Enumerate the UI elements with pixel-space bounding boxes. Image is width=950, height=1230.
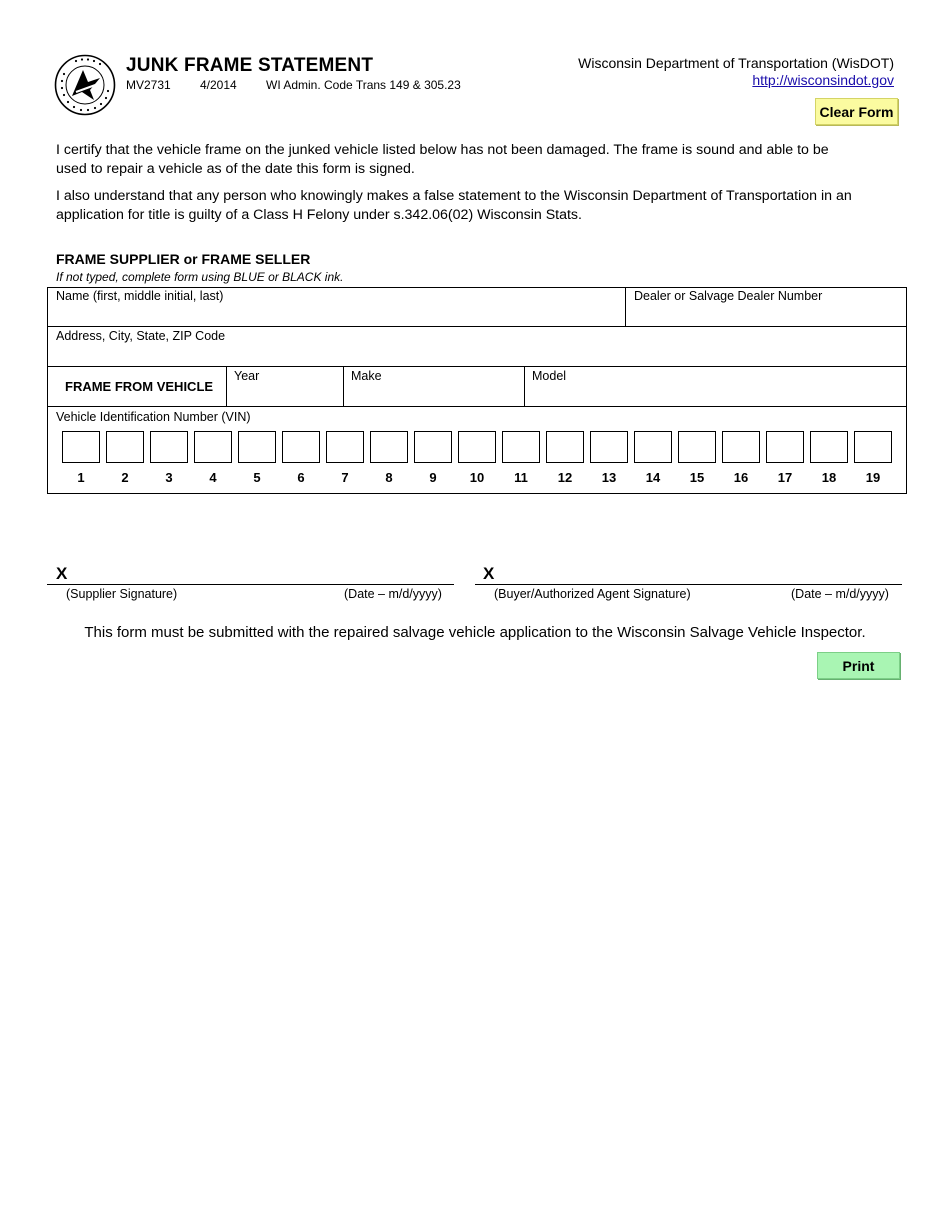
supplier-signature-line — [47, 584, 454, 585]
frame-from-vehicle-label: FRAME FROM VEHICLE — [65, 379, 214, 394]
row-divider — [47, 326, 907, 327]
buyer-date-label: (Date – m/d/yyyy) — [791, 587, 889, 601]
vin-position-number: 3 — [165, 470, 173, 485]
form-number: MV2731 — [126, 78, 171, 92]
vin-character-box[interactable] — [854, 431, 892, 463]
row-divider — [47, 406, 907, 407]
supplier-section-title: FRAME SUPPLIER or FRAME SELLER — [56, 251, 311, 267]
supplier-signature-label: (Supplier Signature) — [66, 587, 178, 601]
buyer-signature-field[interactable] — [507, 563, 897, 583]
vin-position-number: 19 — [865, 470, 881, 485]
col-divider — [343, 366, 344, 406]
vin-character-box[interactable] — [502, 431, 540, 463]
address-field[interactable] — [56, 346, 901, 364]
vin-character-box[interactable] — [370, 431, 408, 463]
dealer-number-label: Dealer or Salvage Dealer Number — [634, 289, 823, 303]
year-field[interactable] — [234, 386, 338, 404]
vin-character-box[interactable] — [590, 431, 628, 463]
vin-label: Vehicle Identification Number (VIN) — [56, 410, 251, 424]
vin-position-number: 8 — [385, 470, 393, 485]
form-authority: WI Admin. Code Trans 149 & 305.23 — [266, 78, 461, 92]
dealer-number-field[interactable] — [634, 306, 899, 324]
year-label: Year — [234, 369, 260, 383]
vin-position-number: 5 — [253, 470, 261, 485]
vin-position-number: 14 — [645, 470, 661, 485]
supplier-date-label: (Date – m/d/yyyy) — [344, 587, 442, 601]
vin-character-box[interactable] — [414, 431, 452, 463]
vin-character-box[interactable] — [634, 431, 672, 463]
vin-character-box[interactable] — [722, 431, 760, 463]
clear-form-button[interactable]: Clear Form — [815, 98, 898, 125]
vin-character-box[interactable] — [106, 431, 144, 463]
vin-position-number: 10 — [469, 470, 485, 485]
vin-position-number: 1 — [77, 470, 85, 485]
vin-character-box[interactable] — [326, 431, 364, 463]
agency-website-link[interactable]: http://wisconsindot.gov — [752, 72, 894, 88]
vin-position-number: 12 — [557, 470, 573, 485]
buyer-signature-line — [475, 584, 902, 585]
vin-position-number: 6 — [297, 470, 305, 485]
vin-position-number: 15 — [689, 470, 705, 485]
vin-position-number: 11 — [514, 470, 528, 485]
name-label: Name (first, middle initial, last) — [56, 289, 224, 303]
vin-character-box[interactable] — [766, 431, 804, 463]
vin-position-number: 17 — [777, 470, 793, 485]
vin-position-number: 7 — [341, 470, 349, 485]
certify-statement: I certify that the vehicle frame on the junked vehicle listed below has not been damaged. The frame is sound and able to be used to repair a vehicle as of the date this form is signed. — [56, 142, 829, 177]
ink-note: If not typed, complete form using BLUE or BLACK ink. — [56, 270, 344, 284]
agency-name: Wisconsin Department of Transportation (WisDOT) — [578, 55, 894, 71]
vin-character-box[interactable] — [810, 431, 848, 463]
name-field[interactable] — [56, 306, 616, 324]
vin-position-number: 2 — [121, 470, 129, 485]
buyer-signature-mark: X — [483, 564, 495, 583]
address-label: Address, City, State, ZIP Code — [56, 329, 226, 343]
vin-character-box[interactable] — [194, 431, 232, 463]
supplier-signature-field[interactable] — [80, 563, 450, 583]
model-label: Model — [532, 369, 567, 383]
col-divider — [524, 366, 525, 406]
form-revision: 4/2014 — [200, 78, 237, 92]
vin-character-box[interactable] — [458, 431, 496, 463]
col-divider — [226, 366, 227, 406]
vin-position-number: 16 — [733, 470, 749, 485]
vin-character-box[interactable] — [62, 431, 100, 463]
false-statement-warning: I also understand that any person who knowingly makes a false statement to the Wisconsin Department of Transportation in an application for title is guilty of a Class H Felony under s.342.06(02) Wisconsin Stats. — [56, 188, 852, 223]
vin-character-box[interactable] — [282, 431, 320, 463]
model-field[interactable] — [532, 386, 900, 404]
vin-position-number: 13 — [601, 470, 617, 485]
form-title: JUNK FRAME STATEMENT — [126, 55, 374, 76]
vin-character-box[interactable] — [678, 431, 716, 463]
vin-position-number: 18 — [821, 470, 837, 485]
make-label: Make — [351, 369, 382, 383]
vin-position-number: 4 — [209, 470, 217, 485]
supplier-signature-mark: X — [56, 564, 68, 583]
col-divider — [625, 287, 626, 326]
vin-character-box[interactable] — [546, 431, 584, 463]
vin-character-box[interactable] — [150, 431, 188, 463]
print-button[interactable]: Print — [817, 652, 900, 679]
vin-position-number: 9 — [429, 470, 437, 485]
vin-character-box[interactable] — [238, 431, 276, 463]
make-field[interactable] — [351, 386, 519, 404]
buyer-signature-label: (Buyer/Authorized Agent Signature) — [494, 587, 691, 601]
wisdot-seal-icon — [54, 54, 116, 116]
row-divider — [47, 366, 907, 367]
submission-notice: This form must be submitted with the repaired salvage vehicle application to the Wisconsin Salvage Vehicle Inspector. — [84, 624, 866, 641]
